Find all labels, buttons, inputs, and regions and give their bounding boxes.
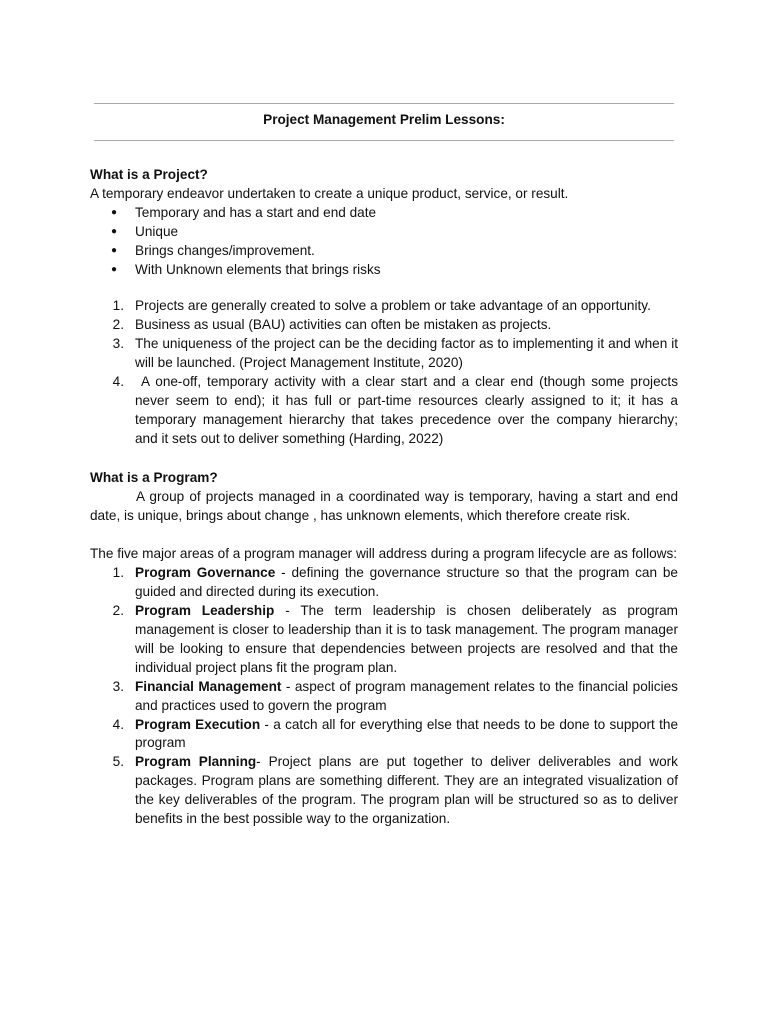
bullet-dot-icon: ● bbox=[111, 206, 118, 218]
list-item: 2. Program Leadership - The term leadership is chosen deliberately as program management is closer to leadership than it is to task management. The program manager will be looking to ensure that dependencies between projects are resolved and that the individual project plans fit the program plan. bbox=[112, 603, 678, 675]
list-item: 4. A one-off, temporary activity with a clear start and a clear end (though some projects never seem to end); it has full or part-time resources clearly assigned to it; it has a temporary management hierarchy that takes precedence over the company hierarchy; and it sets out to deliver something (Harding, 2022) bbox=[112, 374, 678, 446]
list-item: 3. Financial Management - aspect of program management relates to the financial policies and practices used to govern the program bbox=[112, 678, 678, 713]
list-item: 4. Program Execution - a catch all for everything else that needs to be done to support the program bbox=[112, 716, 679, 751]
list-item: ● Unique bbox=[90, 223, 678, 242]
bullet-dot-icon: ● bbox=[111, 225, 118, 237]
project-definition: A temporary endeavor undertaken to create a unique product, service, or result. bbox=[90, 185, 569, 201]
page-title: Project Management Prelim Lessons: bbox=[263, 112, 505, 127]
program-areas-list bbox=[90, 564, 678, 829]
program-intro: The five major areas of a program manager will address during a program lifecycle are as follows: bbox=[90, 546, 678, 562]
area-term: Program Governance bbox=[135, 565, 276, 581]
program-heading: What is a Program? bbox=[90, 469, 218, 485]
area-term: Program Planning bbox=[135, 754, 257, 770]
list-item: 2. Business as usual (BAU) activities can often be mistaken as projects. bbox=[112, 317, 552, 333]
list-item: ● With Unknown elements that brings risks bbox=[90, 261, 678, 280]
bullet-dot-icon: ● bbox=[111, 263, 118, 275]
list-item: 3. The uniqueness of the project can be the deciding factor as to implementing it and when it will be launched. (Project Management Institute, 2020) bbox=[112, 336, 678, 371]
bullet-dot-icon: ● bbox=[111, 244, 118, 256]
project-numbered-list bbox=[90, 297, 678, 448]
title-divider bbox=[94, 140, 674, 141]
project-bullet-list bbox=[90, 204, 678, 280]
area-term: Program Leadership bbox=[135, 603, 275, 619]
list-item: ● Temporary and has a start and end date bbox=[90, 204, 678, 223]
list-item: 5. Program Planning- Project plans are put together to deliver deliverables and work packages. Program plans are something different. They are an integrated visualization of the key deliverables of the program. The program plan will be structured so as to deliver benefits in the best possible way to the organization. bbox=[112, 754, 678, 827]
document-body bbox=[90, 166, 678, 829]
top-divider bbox=[94, 103, 674, 104]
program-definition: A group of projects managed in a coordinated way is temporary, having a start and end date, is unique, brings about change , has unknown elements, which therefore create risk. bbox=[90, 488, 678, 523]
list-item: ● Brings changes/improvement. bbox=[90, 242, 678, 261]
list-item: 1. Program Governance - defining the governance structure so that the program can be guided and directed during its execution. bbox=[112, 565, 678, 600]
area-term: Program Execution bbox=[135, 716, 261, 732]
project-heading: What is a Project? bbox=[90, 167, 208, 182]
list-item: 1. Projects are generally created to solve a problem or take advantage of an opportunity. bbox=[112, 298, 651, 314]
area-term: Financial Management bbox=[135, 678, 282, 694]
